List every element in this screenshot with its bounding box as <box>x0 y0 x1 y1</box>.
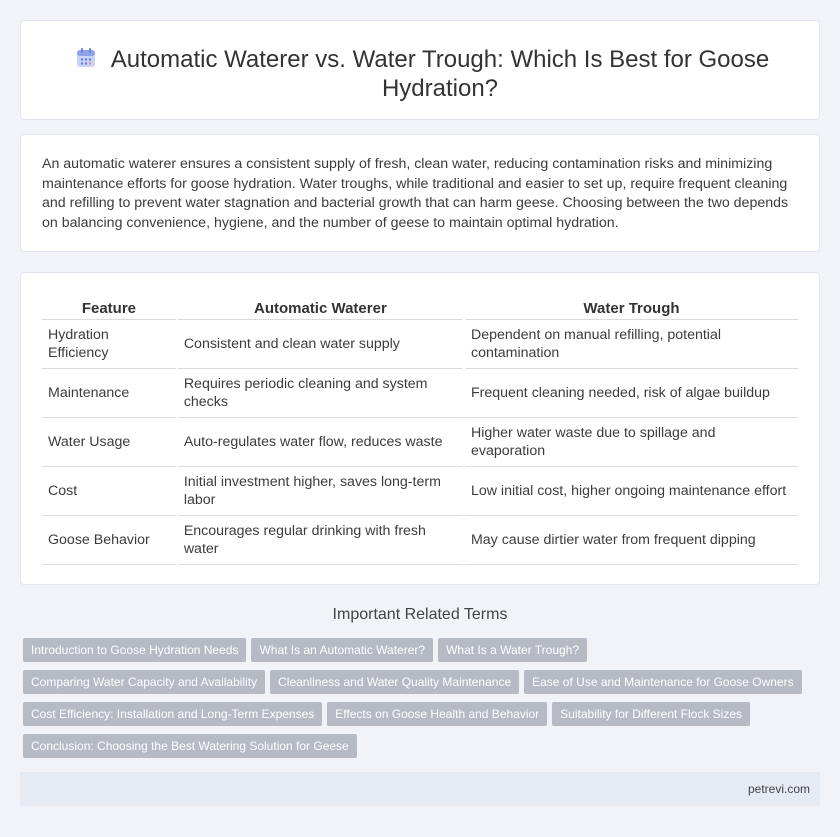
table-cell: Dependent on manual refilling, potential contamination <box>464 320 798 369</box>
table-cell: Hydration Efficiency <box>42 320 177 369</box>
table-row <box>42 516 798 565</box>
title-card <box>20 20 820 120</box>
page-title: Automatic Waterer vs. Water Trough: Which Is Best for Goose Hydration? <box>110 46 770 102</box>
table-cell: Maintenance <box>42 369 177 418</box>
comparison-table <box>42 297 798 565</box>
table-row <box>42 418 798 467</box>
intro-card <box>20 134 820 252</box>
table-cell: May cause dirtier water from frequent dipping <box>464 516 798 565</box>
table-cell: Water Usage <box>42 418 177 467</box>
column-header: Automatic Waterer <box>177 297 464 320</box>
table-row <box>42 369 798 418</box>
table-cell: Initial investment higher, saves long-term labor <box>177 467 464 516</box>
related-term-tag[interactable]: Comparing Water Capacity and Availability <box>23 670 265 694</box>
column-header: Water Trough <box>464 297 798 320</box>
table-header-row <box>42 297 798 320</box>
table-cell: Higher water waste due to spillage and evaporation <box>464 418 798 467</box>
column-header: Feature <box>42 297 177 320</box>
related-term-tag[interactable]: Suitability for Different Flock Sizes <box>552 702 750 726</box>
table-cell: Goose Behavior <box>42 516 177 565</box>
intro-paragraph: An automatic waterer ensures a consistent supply of fresh, clean water, reducing contamination risks and minimizing maintenance efforts for goose hydration. Water troughs, while traditional and easier to set up, require frequent cleaning and refilling to prevent water stagnation and bacterial growth that can harm geese. Choosing between the two depends on balancing convenience, hygiene, and the number of geese to maintain optimal hydration. <box>42 156 789 231</box>
related-term-tag[interactable]: Effects on Goose Health and Behavior <box>327 702 547 726</box>
comparison-card <box>20 272 820 585</box>
related-term-tag[interactable]: Conclusion: Choosing the Best Watering Solution for Geese <box>23 734 357 758</box>
related-terms-list <box>23 638 823 766</box>
table-cell: Low initial cost, higher ongoing maintenance effort <box>464 467 798 516</box>
footer <box>20 772 820 806</box>
related-term-tag[interactable]: Introduction to Goose Hydration Needs <box>23 638 246 662</box>
related-term-tag[interactable]: What Is an Automatic Waterer? <box>251 638 433 662</box>
related-term-tag[interactable]: Ease of Use and Maintenance for Goose Owners <box>524 670 801 694</box>
related-term-tag[interactable]: What Is a Water Trough? <box>438 638 587 662</box>
related-term-tag[interactable]: Cleanliness and Water Quality Maintenance <box>270 670 519 694</box>
table-cell: Cost <box>42 467 177 516</box>
table-row <box>42 320 798 369</box>
table-cell: Requires periodic cleaning and system checks <box>177 369 464 418</box>
table-cell: Consistent and clean water supply <box>177 320 464 369</box>
table-cell: Encourages regular drinking with fresh water <box>177 516 464 565</box>
table-row <box>42 467 798 516</box>
related-term-tag[interactable]: Cost Efficiency: Installation and Long-Term Expenses <box>23 702 322 726</box>
table-cell: Frequent cleaning needed, risk of algae buildup <box>464 369 798 418</box>
site-link[interactable]: petrevi.com <box>747 782 810 796</box>
table-cell: Auto-regulates water flow, reduces waste <box>177 418 464 467</box>
related-terms-heading: Important Related Terms <box>332 606 508 623</box>
